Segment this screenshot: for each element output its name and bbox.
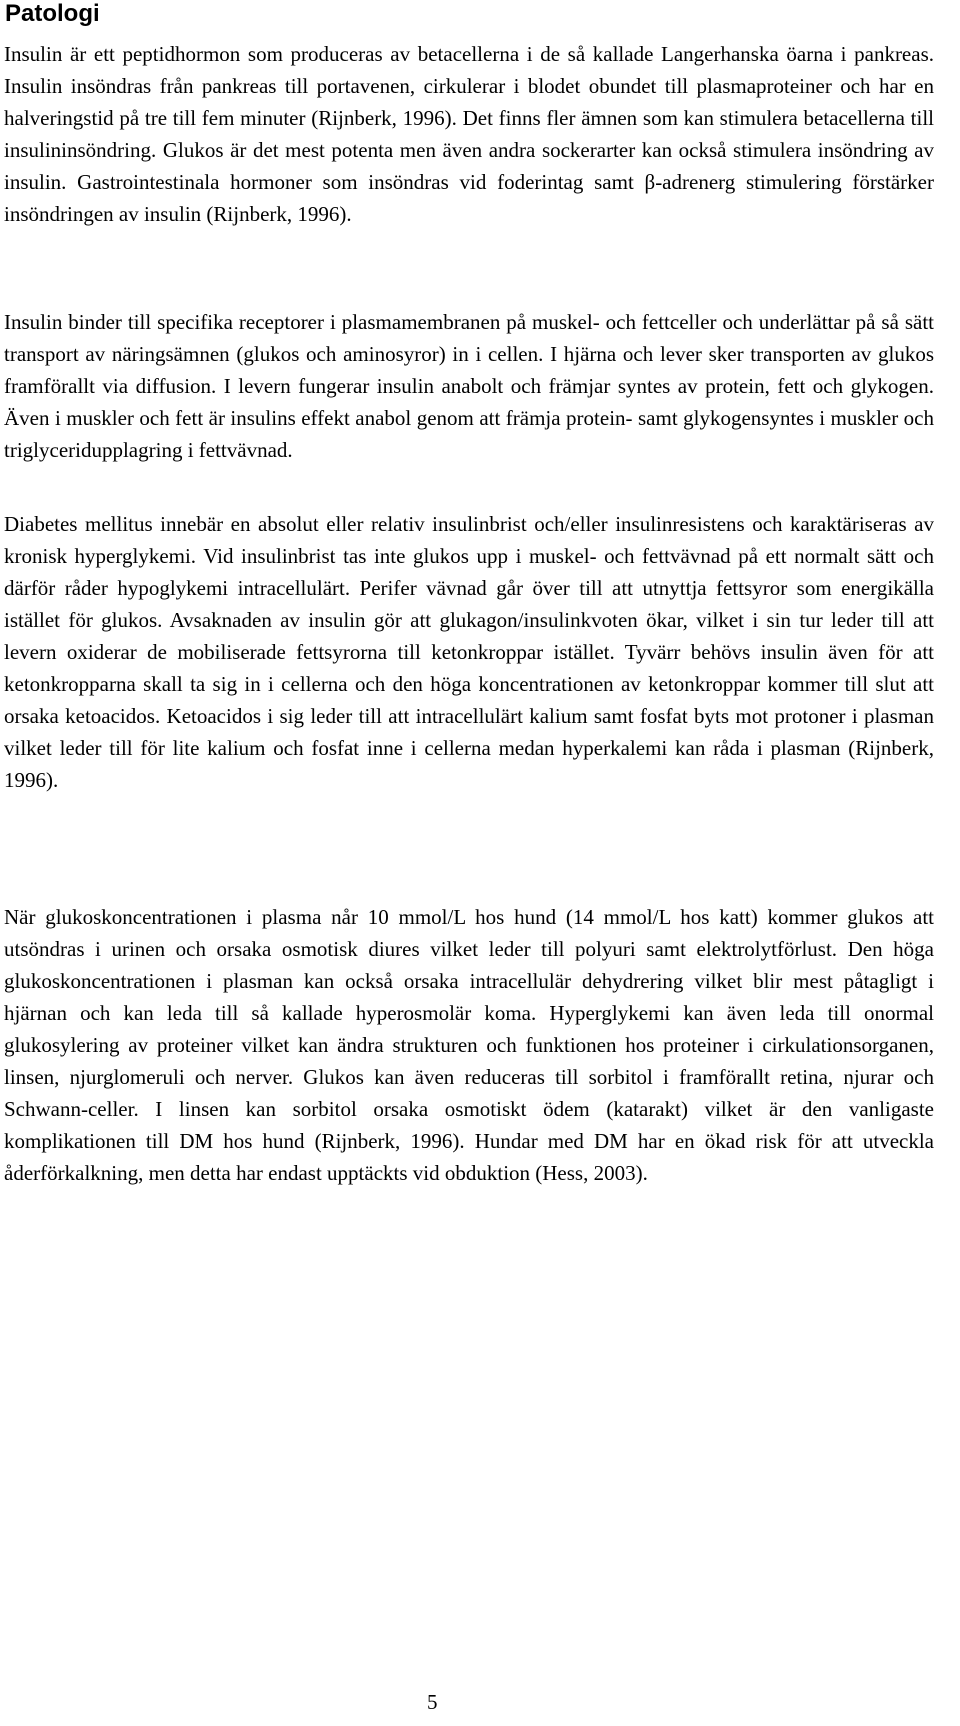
paragraph-diabetes-mellitus: Diabetes mellitus innebär en absolut eller relativ insulinbrist och/eller insulinresistens och karaktäriseras av kronisk hyperglykemi. Vid insulinbrist tas inte glukos upp i muskel- och fettvävnad på ett normalt sätt och därför råder hypoglykemi intracellulärt. Perifer vävnad går över till att utnyttja fettsyror som energikälla istället för glukos. Avsaknaden av insulin gör att glukagon/insulinkvoten ökar, vilket i sin tur leder till att levern oxiderar de mobiliserade fettsyrorna till ketonkroppar istället. Tyvärr behövs insulin även för att ketonkropparna skall ta sig in i cellerna och den höga koncentrationen av ketonkroppar kommer till slut att orsaka ketoacidos. Ketoacidos i sig leder till att intracellulärt kalium samt fosfat byts mot protoner i plasman vilket leder till för lite kalium och fosfat inne i cellerna medan hyperkalemi kan råda i plasman (Rijnberk, 1996). — [4, 512, 934, 792]
paragraph-glucose-concentration: När glukoskoncentrationen i plasma når 10 mmol/L hos hund (14 mmol/L hos katt) kommer glukos att utsöndras i urinen och orsaka osmotisk diures vilket leder till polyuri samt elektrolytförlust. Den höga glukoskoncentrationen i plasman kan också orsaka intracellulär dehydrering vilket blir mest påtagligt i hjärnan och kan leda till så kallade hyperosmolär koma. Hyperglykemi kan även leda till onormal glukosylering av proteiner vilket kan ändra strukturen och funktionen hos proteiner i cirkulationsorganen, linsen, njurglomeruli och nerver. Glukos kan även reduceras till sorbitol i framförallt retina, njurar och Schwann-celler. I linsen kan sorbitol orsaka osmotiskt ödem (katarakt) vilket är den vanligaste komplikationen till DM hos hund (Rijnberk, 1996). Hundar med DM har en ökad risk för att utveckla åderförkalkning, men detta har endast upptäckts vid obduktion (Hess, 2003). — [4, 905, 934, 1185]
paragraph-insulin-production: Insulin är ett peptidhormon som produceras av betacellerna i de så kallade Langerhanska öarna i pankreas. Insulin insöndras från pankreas till portavenen, cirkulerar i blodet obundet till plasmaproteiner och har en halveringstid på tre till fem minuter (Rijnberk, 1996). Det finns fler ämnen som kan stimulera betacellerna till insulininsöndring. Glukos är det mest potenta men även andra sockerarter kan också stimulera insöndring av insulin. Gastrointestinala hormoner som insöndras vid foderintag samt β-adrenerg stimulering förstärker insöndringen av insulin (Rijnberk, 1996). — [4, 42, 934, 226]
page-number: 5 — [427, 1690, 438, 1714]
section-heading: Patologi — [5, 0, 100, 27]
paragraph-insulin-receptors: Insulin binder till specifika receptorer i plasmamembranen på muskel- och fettceller och underlättar på så sätt transport av näringsämnen (glukos och aminosyror) in i cellen. I hjärna och lever sker transporten av glukos framförallt via diffusion. I levern fungerar insulin anabolt och främjar syntes av protein, fett och glykogen. Även i muskler och fett är insulins effekt anabol genom att främja protein- samt glykogensyntes i muskler och triglyceridupplagring i fettvävnad. — [4, 310, 934, 462]
